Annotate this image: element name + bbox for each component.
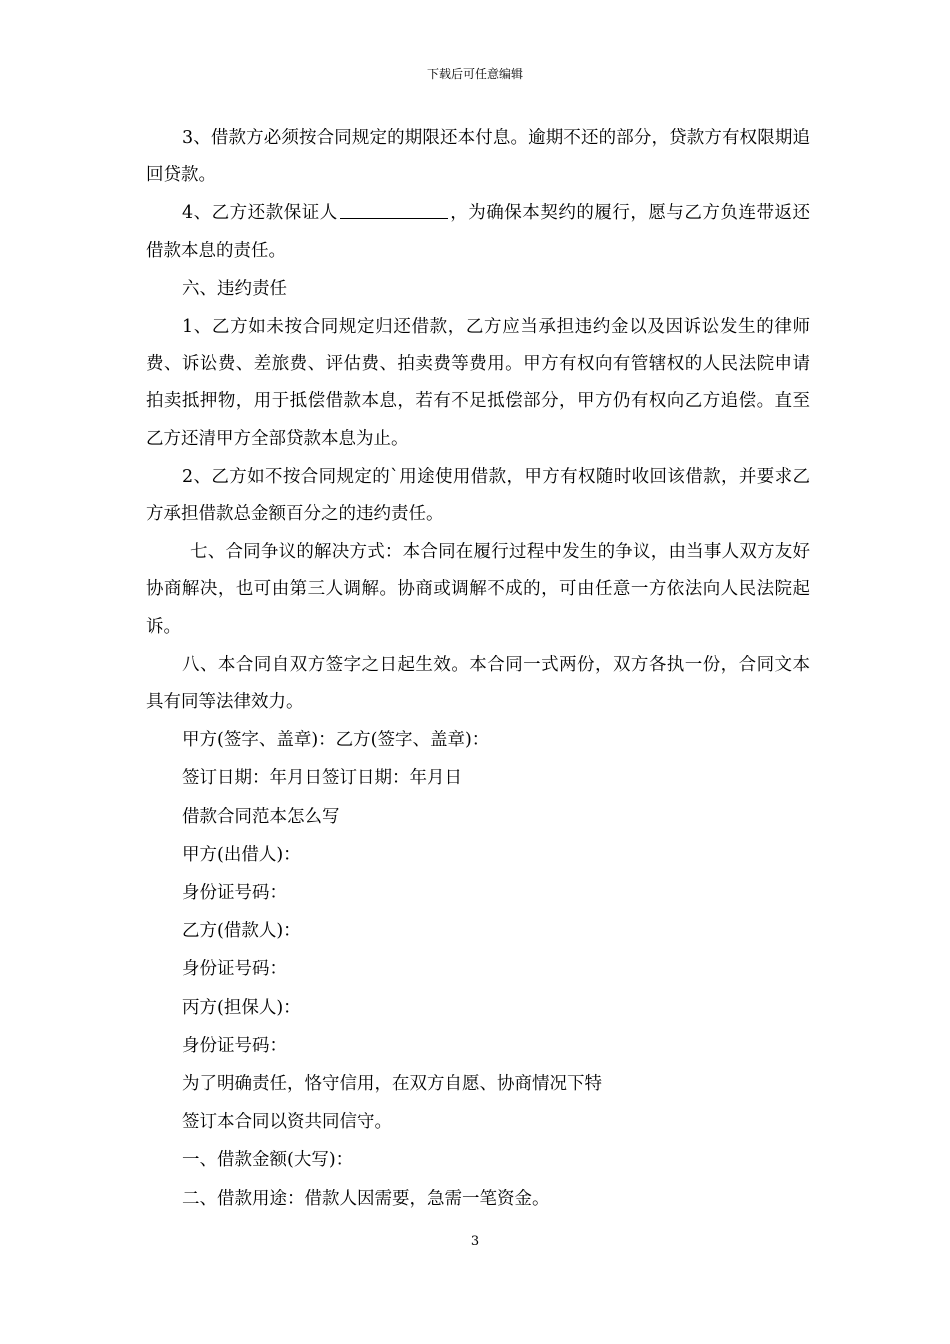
guarantor-blank-line bbox=[340, 202, 448, 219]
template-title: 借款合同范本怎么写 bbox=[182, 806, 340, 827]
page-header: 下载后可任意编辑 bbox=[426, 67, 523, 81]
guarantor-text-after: ，为确保本契约的履行，愿与乙方负连带返还借款本息的责任。 bbox=[146, 203, 810, 261]
paragraph-guarantor bbox=[146, 195, 810, 269]
signature-line: 甲方(签字、盖章)：乙方(签字、盖章)： bbox=[182, 730, 490, 751]
party-a-id-label: 身份证号码： bbox=[182, 883, 287, 904]
loan-purpose-clause: 二、借款用途：借款人因需要，急需一笔资金。 bbox=[182, 1188, 550, 1209]
section-heading-breach: 六、违约责任 bbox=[182, 278, 287, 299]
paragraph-dispute-resolution: 七、合同争议的解决方式：本合同在履行过程中发生的争议，由当事人双方友好协商解决，也可由第三人调解。协商或调解不成的，可由任意一方依法向人民法院起诉。 bbox=[146, 542, 810, 637]
party-a-label: 甲方(出借人)： bbox=[182, 844, 301, 865]
paragraph-breach-1: 1、乙方如未按合同规定归还借款，乙方应当承担违约金以及因诉讼发生的律师费、诉讼费、差旅费、评估费、拍卖费等费用。甲方有权向有管辖权的人民法院申请拍卖抵押物，用于抵偿借款本息，若有不足抵偿部分，甲方仍有权向乙方追偿。直至乙方还清甲方全部贷款本息为止。 bbox=[146, 317, 810, 449]
loan-amount-clause: 一、借款金额(大写)： bbox=[182, 1150, 354, 1171]
party-c-label: 丙方(担保人)： bbox=[182, 997, 301, 1018]
page-number: 3 bbox=[470, 1234, 480, 1249]
signing-date-line: 签订日期：年月日签订日期：年月日 bbox=[182, 768, 462, 789]
preamble-line-1: 为了明确责任，恪守信用，在双方自愿、协商情况下特 bbox=[182, 1074, 602, 1095]
party-b-label: 乙方(借款人)： bbox=[182, 921, 301, 942]
paragraph-breach-2: 2、乙方如不按合同规定的`用途使用借款，甲方有权随时收回该借款，并要求乙方承担借款总金额百分之的违约责任。 bbox=[146, 466, 810, 525]
paragraph-effectiveness: 八、本合同自双方签字之日起生效。本合同一式两份，双方各执一份，合同文本具有同等法律效力。 bbox=[146, 654, 810, 713]
paragraph-repayment-term: 3、借款方必须按合同规定的期限还本付息。逾期不还的部分，贷款方有权限期追回贷款。 bbox=[146, 128, 810, 186]
guarantor-text-before: 4、乙方还款保证人 bbox=[182, 203, 338, 224]
document-body bbox=[146, 120, 810, 1219]
party-b-id-label: 身份证号码： bbox=[182, 959, 287, 980]
party-c-id-label: 身份证号码： bbox=[182, 1035, 287, 1056]
preamble-line-2: 签订本合同以资共同信守。 bbox=[182, 1112, 392, 1133]
